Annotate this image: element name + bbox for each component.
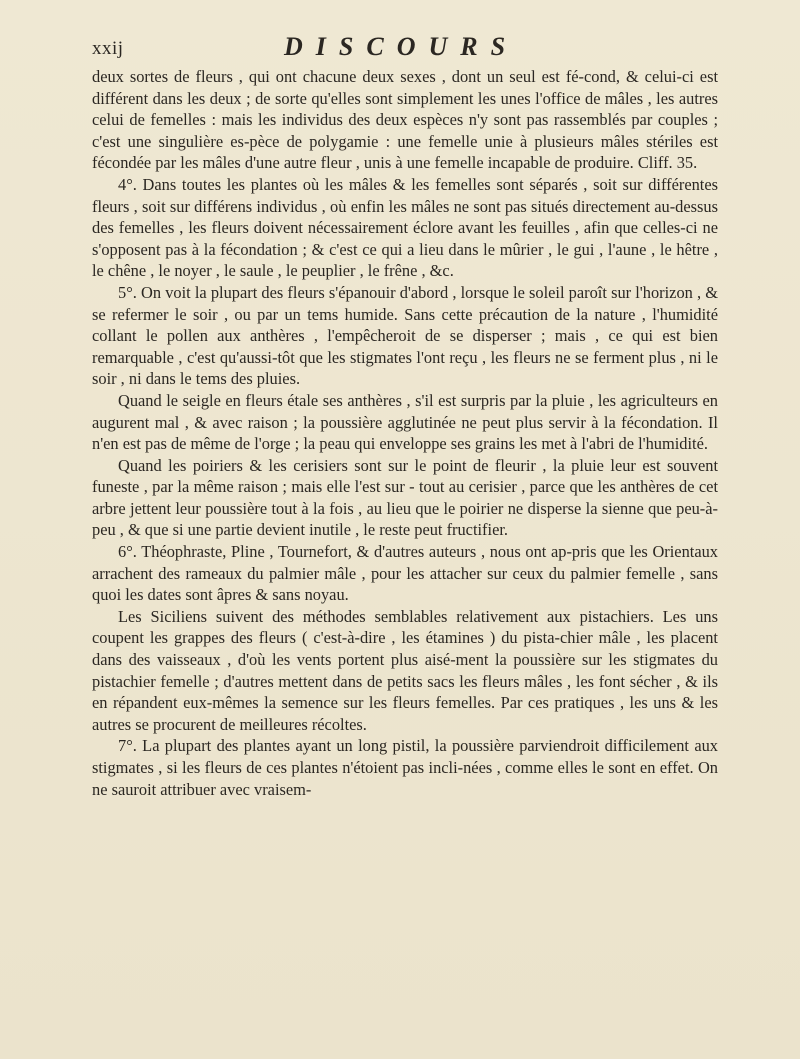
paragraph-siciliens: Les Siciliens suivent des méthodes semblables relativement aux pistachiers. Les uns coupent les grappes des fleurs ( c'est-à-dire , les étamines ) du pista-chier mâle , les placent dans des vaisseaux , d'où les vents portent plus aisé-ment la poussière sur les stigmates du pistachier femelle ; d'autres mettent dans de petits sacs les fleurs mâles , les font sécher , & ils en répandent eux-mêmes la semence sur les fleurs femelles. Par ces pratiques , les uns & les autres se procurent de meilleures récoltes. — [92, 606, 718, 734]
paragraph-7: 7°. La plupart des plantes ayant un long pistil, la poussière parviendroit difficilement aux stigmates , si les fleurs de ces plantes n'étoient pas incli-nées , comme elles le sont en effet. On ne sauroit attribuer avec vraisem- — [92, 736, 718, 799]
running-head — [92, 32, 722, 66]
paragraph-continuation: deux sortes de fleurs , qui ont chacune deux sexes , dont un seul est fé-cond, & celui-ci est différent dans les deux ; de sorte qu'elles sont simplement les unes l'office de mâles , les autres celui de femelles : mais les individus des deux espèces n'y sont pas rassemblés par couples ; c'est une singulière es-pèce de polygamie : une femelle unie à plusieurs mâles stériles est fécondée par les mâles d'une autre fleur , unis à une femelle incapable de produire. Cliff. 35. — [92, 67, 718, 173]
paragraph-4: 4°. Dans toutes les plantes où les mâles & les femelles sont séparés , soit sur différentes fleurs , soit sur différens individus , où enfin les mâles ne sont pas situés directement au-dessus des femelles , les fleurs doivent nécessairement éclore avant les feuilles , afin que celles-ci ne s'opposent pas à la fécondation ; & c'est ce qui a lieu dans le mûrier , le gui , l'aune , le hêtre , le chêne , le noyer , le saule , le peuplier , le frêne , &c. — [92, 174, 718, 281]
paragraph-poiriers: Quand les poiriers & les cerisiers sont sur le point de fleurir , la pluie leur est souvent funeste , par la même raison ; mais elle l'est sur - tout au cerisier , parce que les anthères de cet arbre jettent leur poussière tout à la fois , au lieu que le poirier ne disperse la sienne que peu-à-peu , & que si une partie devient inutile , le reste peut fructifier. — [92, 455, 718, 540]
paragraph-seigle: Quand le seigle en fleurs étale ses anthères , s'il est surpris par la pluie , les agriculteurs en augurent mal , & avec raison ; la poussière agglutinée ne peut plus servir à la fécondation. Il n'en est pas de même de l'orge ; la peau qui enveloppe ses grains les met à l'abri de l'humidité. — [92, 390, 718, 454]
paragraph-5: 5°. On voit la plupart des fleurs s'épanouir d'abord , lorsque le soleil paroît sur l'horizon , & se refermer le soir , ou par un tems humide. Sans cette précaution de la nature , l'humidité collant le pollen aux anthères , l'empêcheroit de se disperser ; mais , ce qui est bien remarquable , c'est qu'aussi-tôt que les stigmates l'ont reçu , les fleurs ne se ferment plus , ni le soir , ni dans le tems des pluies. — [92, 282, 718, 389]
body-text — [92, 66, 718, 800]
paragraph-6: 6°. Théophraste, Pline , Tournefort, & d'autres auteurs , nous ont ap-pris que les Orientaux arrachent des rameaux du palmier mâle , pour les attacher sur ceux du palmier femelle , sans quoi les dates sont âpres & sans noyau. — [92, 542, 718, 605]
running-title: DISCOURS — [284, 32, 519, 61]
page-number: xxij — [92, 38, 124, 59]
